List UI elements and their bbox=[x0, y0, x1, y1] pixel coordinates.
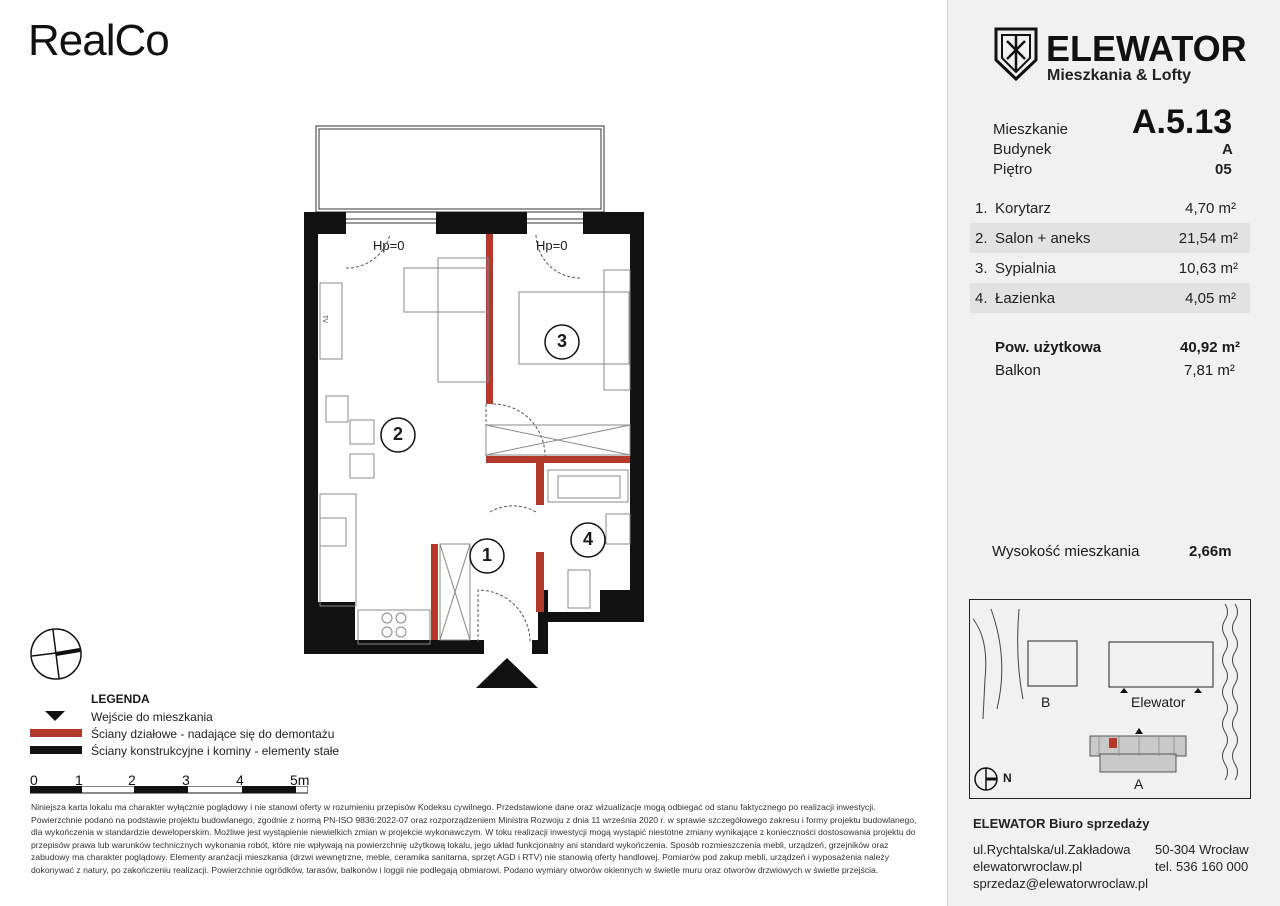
room-name: Łazienka bbox=[995, 290, 1056, 307]
floor-plan bbox=[300, 120, 650, 692]
room-row bbox=[970, 283, 1250, 313]
legend-structural: Ściany konstrukcyjne i kominy - elementy stałe bbox=[91, 744, 340, 758]
legend-title: LEGENDA bbox=[91, 692, 150, 706]
scale-tick: 3 bbox=[182, 772, 190, 788]
room-number: 4. bbox=[975, 290, 988, 307]
room-row bbox=[970, 253, 1250, 283]
apartment-number: A.5.13 bbox=[1132, 103, 1233, 141]
scale-bar bbox=[30, 786, 308, 794]
room-number: 1. bbox=[975, 200, 988, 217]
room-name: Sypialnia bbox=[995, 260, 1056, 277]
room-number: 2. bbox=[975, 230, 988, 247]
room-name: Korytarz bbox=[995, 200, 1051, 217]
room-area: 4,05 m² bbox=[1185, 290, 1236, 307]
scale-tick: 2 bbox=[128, 772, 136, 788]
site-label-b: B bbox=[1041, 694, 1051, 710]
scale-tick: 1 bbox=[75, 772, 83, 788]
floor-label: Piętro bbox=[993, 161, 1033, 178]
compass-icon bbox=[28, 626, 84, 682]
hp-label-left: Hp=0 bbox=[373, 238, 405, 253]
height-label: Wysokość mieszkania bbox=[992, 543, 1140, 560]
usable-area-label: Pow. użytkowa bbox=[995, 339, 1102, 356]
room-area: 4,70 m² bbox=[1185, 200, 1236, 217]
site-label-a: A bbox=[1134, 776, 1144, 792]
usable-area-value: 40,92 m² bbox=[1180, 339, 1241, 356]
legend-partition: Ściany działowe - nadające się do demontażu bbox=[91, 727, 335, 741]
email-link[interactable]: sprzedaz@elewatorwroclaw.pl bbox=[973, 876, 1149, 891]
address-text: ul.Rychtalska/ul.Zakładowa bbox=[973, 842, 1131, 857]
room-number: 3. bbox=[975, 260, 988, 277]
scale-tick: 4 bbox=[236, 772, 244, 788]
phone-text: tel. 536 160 000 bbox=[1155, 859, 1249, 874]
scale-tick: 5m bbox=[290, 772, 310, 788]
grain-elevator-shield-icon bbox=[993, 26, 1039, 82]
site-label-elewator: Elewator bbox=[1131, 694, 1186, 710]
room-label-3: 3 bbox=[557, 331, 568, 351]
website-link[interactable]: elewatorwroclaw.pl bbox=[973, 859, 1083, 874]
room-label-2: 2 bbox=[393, 424, 404, 444]
brand-name: ELEWATOR bbox=[1046, 28, 1247, 69]
room-row bbox=[970, 223, 1250, 253]
brand-subtitle: Mieszkania & Lofty bbox=[1047, 67, 1192, 84]
apartment-label: Mieszkanie bbox=[993, 121, 1069, 138]
partition-wall-swatch bbox=[30, 729, 82, 737]
disclaimer-text: Niniejsza karta lokalu ma charakter wyłącznie poglądowy i nie stanowi oferty w rozumieniu przepisów Kodeksu cywilnego. Przedstawione dane oraz wizualizacje mogą odbiegać od stanu faktycznego po realizacji inwestycji. Powierzchnie podano na podstawie projektu budowlanego, zgodnie z normą PN-ISO 9836:2022-07 oraz rozporządzeniem Ministra Rozwoju z dnia 11 września 2020 r. w sprawie szczegółowego zakresu i formy projektu budowlanego, dla wykończenia w standardzie deweloperskim. Możliwe jest wystąpienie niewielkich zmian w projekcie wykonawczym. W toku realizacji inwestycji mogą wystąpić niestotne zmiany wynikające z konieczności dostosowania projektu do przepisów prawa lub warunków technicznych wykonania robót, które nie wpływają na powierzchnię użytkową lokalu, jego układ funkcjonalny ani standard wykończenia. Sposób rozmieszczenia mebli, urządzeń, grzejników oraz zabudowy ma charakter poglądowy. Elementy aranżacji mieszkania (drzwi wewnętrzne, meble, ceramika sanitarna, sprzęt AGD i RTV) nie stanowią oferty handlowej. Pomiarów pod zakup mebli, urządzeń i wyposażenia należy dokonywać z natury, po zakończeniu realizacji. Powierzchnie ogródków, tarasów, balkonów i loggii nie podlegają obmiarowi. Podano wymiary otworów okiennych w świetle muru oraz otworów drzwiowych w świetle przejścia. bbox=[31, 802, 917, 875]
room-area: 10,63 m² bbox=[1178, 260, 1238, 277]
height-value: 2,66m bbox=[1189, 543, 1232, 560]
hp-label-right: Hp=0 bbox=[536, 238, 568, 253]
room-area: 21,54 m² bbox=[1178, 230, 1238, 247]
room-label-4: 4 bbox=[583, 529, 594, 549]
structural-wall-swatch bbox=[30, 746, 82, 754]
site-map bbox=[969, 599, 1251, 799]
tv-label: TV bbox=[320, 315, 327, 323]
realco-logo: RealCo bbox=[28, 16, 169, 65]
legend-entrance: Wejście do mieszkania bbox=[91, 710, 213, 724]
building-value: A bbox=[1222, 141, 1233, 158]
scale-tick: 0 bbox=[30, 772, 38, 788]
floor-value: 05 bbox=[1215, 161, 1232, 178]
sales-office-title: ELEWATOR Biuro sprzedaży bbox=[973, 816, 1150, 831]
north-label: N bbox=[1003, 771, 1012, 785]
room-name: Salon + aneks bbox=[995, 230, 1091, 247]
building-label: Budynek bbox=[993, 141, 1052, 158]
panel-divider bbox=[947, 0, 948, 906]
balcony-label: Balkon bbox=[995, 362, 1041, 379]
room-row bbox=[970, 193, 1250, 223]
room-label-1: 1 bbox=[482, 545, 493, 565]
city-text: 50-304 Wrocław bbox=[1155, 842, 1249, 857]
balcony-value: 7,81 m² bbox=[1184, 362, 1235, 379]
entrance-arrow-icon bbox=[44, 710, 66, 722]
